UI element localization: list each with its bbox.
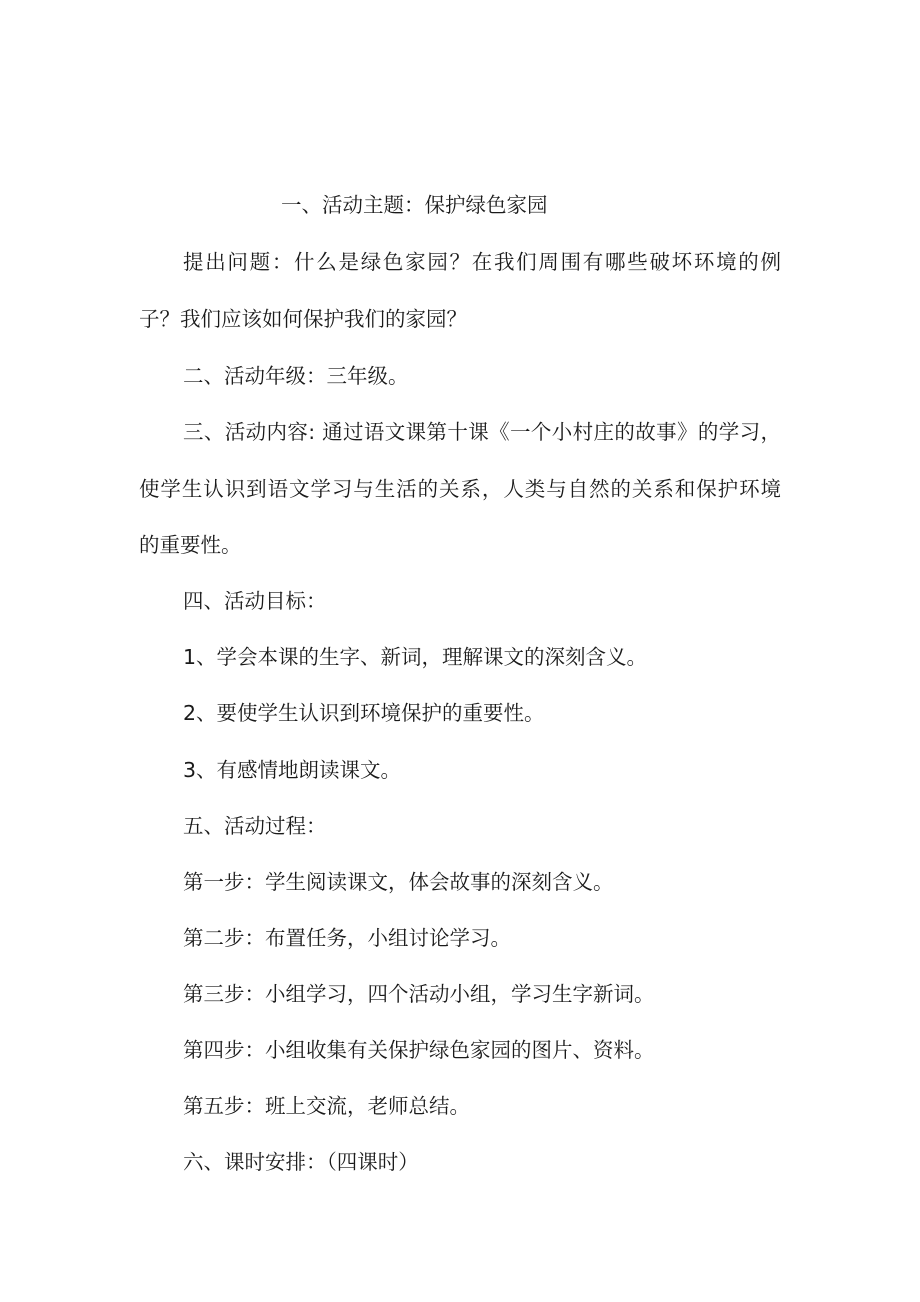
activity-grade: 二、活动年级：三年级。 (183, 364, 409, 388)
process-step: 第二步：布置任务，小组讨论学习。 (183, 926, 511, 950)
process-step: 第四步：小组收集有关保护绿色家园的图片、资料。 (183, 1038, 655, 1062)
goals-heading: 四、活动目标： (183, 589, 327, 613)
schedule-line: 六、课时安排：（四课时） (183, 1150, 419, 1174)
content-paragraph-line-3: 的重要性。 (139, 533, 242, 557)
goal-item: 2、要使学生认识到环境保护的重要性。 (183, 701, 545, 725)
question-paragraph-line-2: 子？我们应该如何保护我们的家园？ (139, 307, 467, 331)
question-paragraph-line-1: 提出问题：什么是绿色家园？在我们周围有哪些破坏环境的例 (183, 250, 781, 274)
content-paragraph-line-2: 使学生认识到语文学习与生活的关系，人类与自然的关系和保护环境 (139, 477, 781, 501)
process-step: 第一步：学生阅读课文，体会故事的深刻含义。 (183, 870, 614, 894)
goal-item: 3、有感情地朗读课文。 (183, 758, 402, 782)
content-paragraph-line-1: 三、活动内容: 通过语文课第十课《一个小村庄的故事》的学习， (183, 420, 781, 444)
goal-item: 1、学会本课的生字、新词，理解课文的深刻含义。 (183, 645, 648, 669)
process-heading: 五、活动过程： (183, 814, 327, 838)
activity-theme-heading: 一、活动主题：保护绿色家园 (281, 193, 548, 217)
process-step: 第三步：小组学习，四个活动小组，学习生字新词。 (183, 982, 655, 1006)
process-step: 第五步：班上交流，老师总结。 (183, 1094, 470, 1118)
